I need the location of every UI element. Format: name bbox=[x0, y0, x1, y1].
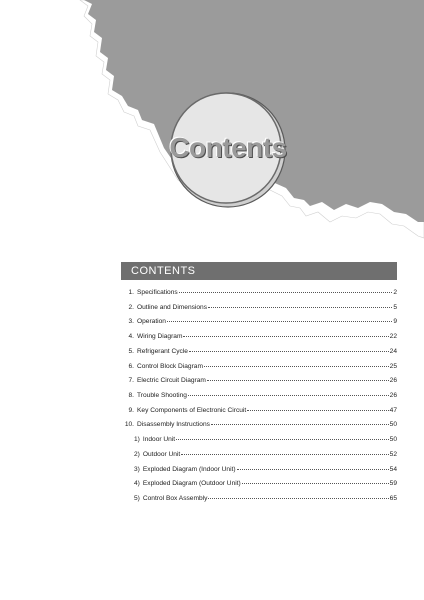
toc-entry-leader bbox=[183, 336, 388, 337]
toc-entry-page: 52 bbox=[389, 450, 397, 458]
toc-entry-title: Operation bbox=[137, 318, 166, 326]
toc-entry-number: 9. bbox=[128, 406, 134, 414]
toc-entry-title: Specifications bbox=[137, 289, 178, 296]
toc-entry-page: 47 bbox=[389, 406, 397, 414]
toc-entry-leader bbox=[179, 292, 393, 293]
toc-entry-number: 1. bbox=[128, 289, 134, 296]
toc-entry-title: Key Components of Electronic Circuit bbox=[137, 406, 247, 414]
toc-entry-page: 25 bbox=[389, 362, 397, 370]
toc-list bbox=[121, 289, 397, 510]
toc-entry-title: Exploded Diagram (Outdoor Unit) bbox=[142, 480, 241, 488]
toc-entry-title: Disassembly Instructions bbox=[137, 421, 210, 429]
toc-entry-page: 5 bbox=[393, 303, 397, 311]
toc-entry-leader bbox=[181, 454, 388, 455]
toc-entry-number: 4) bbox=[134, 480, 140, 488]
toc-entry-leader bbox=[204, 366, 389, 367]
toc-entry[interactable] bbox=[121, 436, 397, 451]
toc-entry-leader bbox=[189, 351, 389, 352]
toc-entry[interactable] bbox=[121, 377, 397, 392]
toc-entry-number: 4. bbox=[128, 333, 134, 341]
toc-entry-title: Control Block Diagram bbox=[137, 362, 203, 370]
toc-entry[interactable] bbox=[121, 348, 397, 363]
toc-entry-page: 59 bbox=[389, 480, 397, 488]
toc-entry-page: 22 bbox=[389, 333, 397, 341]
toc-entry[interactable] bbox=[121, 480, 397, 495]
toc-entry-leader bbox=[208, 498, 388, 499]
toc-entry-leader bbox=[207, 380, 389, 381]
toc-entry-number: 5. bbox=[128, 347, 134, 355]
toc-entry-title: Wiring Diagram bbox=[137, 333, 183, 341]
toc-entry-leader bbox=[208, 307, 392, 308]
toc-heading: CONTENTS bbox=[121, 262, 397, 280]
toc-entry-page: 54 bbox=[389, 465, 397, 473]
toc-entry-title: Control Box Assembly bbox=[142, 495, 208, 503]
toc-entry-number: 2) bbox=[134, 450, 140, 458]
emblem-title: Contents bbox=[169, 132, 287, 163]
toc-entry-leader bbox=[211, 424, 389, 425]
toc-entry-number: 5) bbox=[134, 495, 140, 503]
toc-entry-page: 26 bbox=[389, 377, 397, 385]
toc-entry-title: Indoor Unit bbox=[142, 436, 176, 444]
toc-entry-title: Exploded Diagram (Indoor Unit) bbox=[142, 465, 236, 473]
toc-entry-number: 8. bbox=[128, 392, 134, 400]
toc-entry-title: Outdoor Unit bbox=[142, 450, 181, 458]
toc-entry-page: 2 bbox=[393, 289, 397, 296]
toc-entry-number: 6. bbox=[128, 362, 134, 370]
toc-entry-title: Outline and Dimensions bbox=[137, 303, 208, 311]
toc-entry[interactable] bbox=[121, 304, 397, 319]
toc-entry-page: 50 bbox=[389, 421, 397, 429]
toc-entry-page: 24 bbox=[389, 347, 397, 355]
toc-entry[interactable] bbox=[121, 495, 397, 510]
toc-entry-number: 7. bbox=[128, 377, 134, 385]
toc-entry-page: 65 bbox=[389, 495, 397, 503]
toc-entry[interactable] bbox=[121, 363, 397, 378]
toc-entry-leader bbox=[176, 439, 389, 440]
toc-entry-title: Electric Circuit Diagram bbox=[137, 377, 206, 385]
toc-entry[interactable] bbox=[121, 421, 397, 436]
toc-entry-page: 26 bbox=[389, 392, 397, 400]
toc-entry-number: 10. bbox=[124, 421, 134, 429]
toc-entry-number: 3) bbox=[134, 465, 140, 473]
toc-entry[interactable] bbox=[121, 451, 397, 466]
toc-entry-number: 3. bbox=[128, 318, 134, 326]
toc-entry[interactable] bbox=[121, 289, 397, 304]
toc-entry[interactable] bbox=[121, 318, 397, 333]
toc-entry[interactable] bbox=[121, 392, 397, 407]
toc-entry-leader bbox=[237, 469, 389, 470]
toc-entry-number: 1) bbox=[134, 436, 140, 444]
toc-entry-number: 2. bbox=[128, 303, 134, 311]
toc-entry-leader bbox=[188, 395, 389, 396]
toc-entry[interactable] bbox=[121, 333, 397, 348]
toc-entry-page: 9 bbox=[393, 318, 397, 326]
toc-entry[interactable] bbox=[121, 407, 397, 422]
toc-entry-leader bbox=[167, 321, 392, 322]
toc-entry-leader bbox=[242, 483, 389, 484]
toc-entry[interactable] bbox=[121, 466, 397, 481]
toc-entry-page: 50 bbox=[389, 436, 397, 444]
toc-entry-title: Refrigerant Cycle bbox=[137, 347, 188, 355]
toc-entry-title: Trouble Shooting bbox=[137, 392, 187, 400]
toc-entry-leader bbox=[247, 410, 388, 411]
